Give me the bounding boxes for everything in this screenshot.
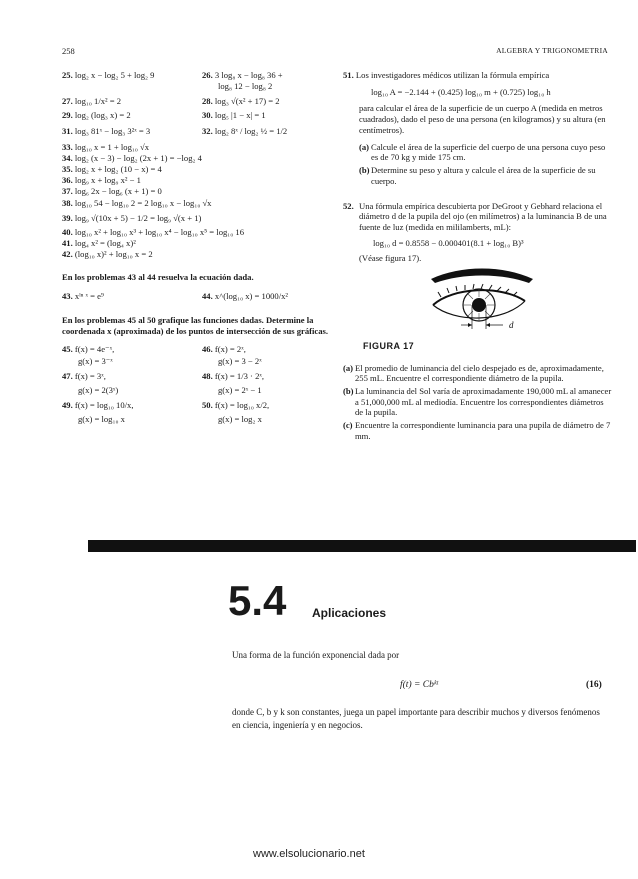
problem-row (62, 198, 340, 209)
problem-text: log₁₀ x = 1 + log₁₀ √x (74, 141, 150, 152)
problem-text: log₁₀ x² + log₁₀ x³ + log₁₀ x⁴ − log₁₀ x⁵ = log₁₀ 16 (74, 226, 245, 237)
problem-number: 50. (202, 400, 213, 411)
section-title: Aplicaciones (312, 606, 387, 620)
sub-item (343, 386, 613, 418)
problem-row (62, 367, 340, 385)
problem-row (62, 249, 340, 260)
sub-item (343, 363, 613, 384)
problem-text: Una fórmula empírica descubierta por DeGroot y Gebhard relaciona el diámetro d de la pupila del ojo (en milímetros) a la luminancia B de una fuente de luz (medida en mililamberts, mL): (359, 200, 607, 233)
problem-number: 30. (202, 110, 213, 121)
section-divider (88, 540, 636, 552)
problem-text: log₆ 2x − log₆ (x + 1) = 0 (74, 186, 162, 197)
problem-number: 41. (62, 237, 73, 248)
problem-row (62, 70, 340, 81)
problem-number: 29. (62, 110, 73, 121)
problem-text: log₃ √(x² + 17) = 2 (214, 96, 280, 107)
sub-item-label: (b) (343, 386, 354, 396)
problem-text: g(x) = 2ˣ − 1 (218, 384, 262, 395)
equation-number: (16) (586, 680, 602, 690)
problem-text: f(x) = 4e⁻ˣ, (74, 344, 115, 355)
sub-item (359, 142, 613, 163)
eye-figure (343, 265, 613, 337)
problem-row (62, 414, 340, 425)
problem-number: 34. (62, 152, 73, 163)
sub-item-text: La luminancia del Sol varía de aproximadamente 190,000 mL al amanecer a 51,000,000 mL al mediodía. Encuentre los correspondientes diámetros de la pupila. (355, 386, 612, 418)
footer-url: www.elsolucionario.net (253, 848, 365, 860)
problem-number: 43. (62, 290, 73, 301)
problem-row (62, 122, 340, 140)
sub-item-label: (c) (343, 420, 353, 431)
problem-number: 25. (62, 70, 73, 80)
problem-number: 48. (202, 370, 213, 381)
problem-text: f(x) = log₁₀ x/2, (214, 400, 270, 411)
problem-number: 38. (62, 197, 73, 208)
problem-text: log₈ 12 − log₈ 2 (218, 81, 273, 92)
section-number: 5.4 (228, 577, 287, 624)
problem-text: log₂ (log₃ x) = 2 (74, 110, 131, 121)
problem-row (62, 142, 340, 153)
problem-row (62, 385, 340, 396)
sub-item-label: (a) (343, 362, 354, 373)
problem-row (62, 175, 340, 186)
problem-text: log₉ √(10x + 5) − 1/2 = log₉ √(x + 1) (74, 212, 202, 223)
problem-description: para calcular el área de la superficie de un cuerpo A (medida en metros cuadrados), dado el peso de una persona (en kilogramos) y su altura (en centímetros). (359, 103, 606, 135)
problem-text: log₂ x + log₂ (10 − x) = 4 (74, 163, 162, 174)
problem-text: g(x) = log₂ x (218, 414, 262, 425)
left-column (62, 70, 340, 425)
problem-row (62, 110, 340, 121)
problem-number: 40. (62, 226, 73, 237)
problem-number: 42. (62, 249, 73, 260)
problem-text: Los investigadores médicos utilizan la fórmula empírica (355, 70, 550, 80)
sub-item-label: (b) (359, 165, 370, 176)
see-figure: (Véase figura 17). (359, 252, 422, 263)
problem-number: 31. (62, 125, 73, 136)
problem-row (62, 164, 340, 175)
problem-row (62, 209, 340, 227)
problem-number: 32. (202, 125, 213, 136)
problem-text: 3 log₈ x − log₈ 36 + (214, 70, 283, 80)
problem-text: xˡⁿ ˣ = e⁹ (74, 290, 104, 301)
problem-text: f(x) = log₁₀ 10/x, (74, 400, 134, 411)
problem-row (62, 153, 340, 164)
problem-number: 45. (62, 344, 73, 355)
problem-number: 51. (343, 70, 354, 80)
problem-number: 37. (62, 186, 73, 197)
problem-row (62, 238, 340, 249)
problem-text: g(x) = 3⁻ˣ (78, 355, 113, 366)
problem-row (62, 81, 340, 92)
problem-number: 49. (62, 400, 73, 411)
running-head: ALGEBRA Y TRIGONOMETRIA (496, 46, 608, 55)
sub-item (343, 420, 613, 441)
problem-number: 44. (202, 290, 213, 301)
problem-text: log₃ 81ˣ − log₃ 3²ˣ = 3 (74, 125, 151, 136)
problem-row (62, 186, 340, 197)
sub-item-text: El promedio de luminancia del cielo despejado es de, aproximadamente, 255 mL. Encuentre el correspondiente diámetro de la pupila. (355, 362, 604, 384)
problem-text: x^(log₁₀ x) = 1000/x² (214, 290, 288, 301)
sub-item-label: (a) (359, 141, 370, 152)
problem-text: f(x) = 1/3 · 2ˣ, (214, 370, 265, 381)
section-formula: f(t) = Cbᵏᵗ (400, 680, 439, 690)
sub-item (359, 165, 613, 186)
sub-item-text: Encuentre la correspondiente luminancia para una pupila de diámetro de 7 mm. (355, 420, 611, 441)
problem-text: log₁₀ 54 − log₁₀ 2 = 2 log₁₀ x − log₁₀ √x (74, 197, 212, 208)
problem-number: 27. (62, 96, 73, 107)
graph-problems-45-50 (62, 344, 340, 425)
problem-row (62, 356, 340, 367)
problem-grid-25-32 (62, 70, 340, 140)
problem-text: log₂ x − log₂ 5 + log₂ 9 (74, 70, 155, 80)
problem-51 (343, 70, 613, 187)
problem-row (62, 92, 340, 110)
instruction-45-50: En los problemas 45 al 50 grafique las funciones dadas. Determine la coordenada x (aproximada) de los puntos de intersección de sus gráficas. (62, 314, 329, 336)
problem-row (62, 396, 340, 414)
sub-item-text: Calcule el área de la superficie del cuerpo de una persona cuyo peso es de 70 kg y mide 175 cm. (371, 141, 606, 163)
problem-text: log₂ 8ˣ / log₂ ½ = 1/2 (214, 125, 288, 136)
figure-dimension-label: d (509, 320, 514, 331)
problem-row (62, 227, 340, 238)
problem-row (62, 344, 340, 355)
problem-52 (343, 201, 613, 442)
problem-text: g(x) = 2(3ˣ) (78, 384, 119, 395)
problem-text: log₉ x + log₉ x² − 1 (74, 175, 141, 186)
formula-52: log₁₀ d = 0.8558 − 0.000401(8.1 + log₁₀ B)³ (373, 237, 524, 248)
problem-row (62, 287, 340, 305)
problem-number: 33. (62, 141, 73, 152)
problem-text: f(x) = 2ˣ, (214, 344, 246, 355)
problem-number: 26. (202, 70, 213, 80)
problem-number: 46. (202, 344, 213, 355)
problem-text: log₁₀ 1/x² = 2 (74, 96, 122, 107)
instruction-43-44: En los problemas 43 al 44 resuelva la ecuación dada. (62, 272, 254, 283)
problem-number: 28. (202, 96, 213, 107)
problem-text: (log₁₀ x)² + log₁₀ x = 2 (74, 249, 153, 260)
section-body: donde C, b y k son constantes, juega un papel importante para describir muchos y diversos fenómenos en ciencia, ingeniería y en negocios. (232, 707, 600, 731)
problem-text: g(x) = 3 − 2ˣ (218, 355, 262, 366)
formula-51: log₁₀ A = −2.144 + (0.425) log₁₀ m + (0.725) log₁₀ h (371, 86, 551, 97)
pupil-shape (472, 298, 486, 312)
problem-text: log₂ (x − 3) − log₂ (2x + 1) = −log₂ 4 (74, 152, 202, 163)
right-column (343, 70, 613, 444)
figure-label: FIGURA 17 (363, 341, 415, 352)
page-number: 258 (62, 46, 75, 56)
problem-list-33-42 (62, 142, 340, 261)
problem-text: g(x) = log₁₀ x (78, 414, 125, 425)
problem-text: f(x) = 3ˣ, (74, 370, 106, 381)
problem-number: 36. (62, 175, 73, 186)
problem-text: log₄ x² = (log₄ x)² (74, 237, 136, 248)
problem-number: 35. (62, 163, 73, 174)
problem-number: 47. (62, 370, 73, 381)
section-intro: Una forma de la función exponencial dada por (232, 650, 400, 660)
eyebrow-shape (431, 269, 533, 284)
problem-text: log₅ |1 − x| = 1 (214, 110, 266, 121)
problem-number: 39. (62, 212, 73, 223)
problem-number: 52. (343, 200, 354, 211)
sub-item-text: Determine su peso y altura y calcule el área de la superficie de su cuerpo. (371, 165, 596, 186)
